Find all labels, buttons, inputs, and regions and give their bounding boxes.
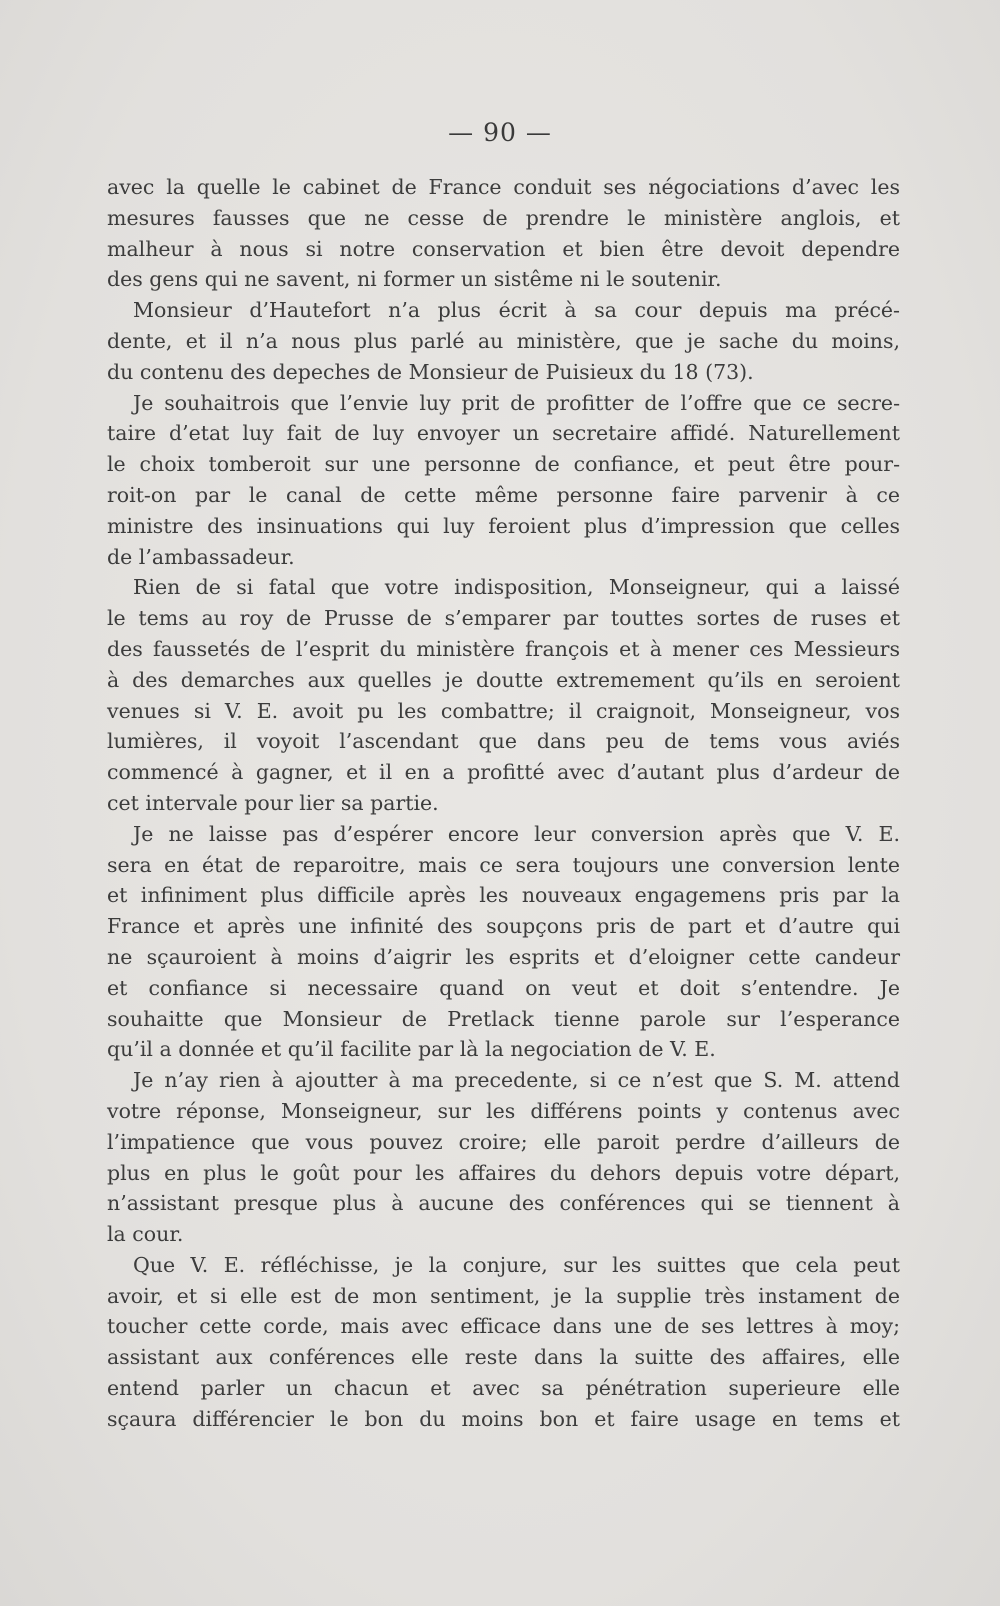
text-line: avec la quelle le cabinet de France conduit ses négociations d’avec les [107,175,900,199]
text-line: plus en plus le goût pour les affaires du dehors depuis votre départ, [107,1160,900,1185]
text-line: des faussetés de l’esprit du ministère françois et à mener ces Messieurs [107,636,900,661]
text-line: taire d’etat luy fait de luy envoyer un secretaire affidé. Naturellement [107,421,900,446]
text-line: et infiniment plus difficile après les nouveaux engagemens pris par la [107,883,900,908]
body-text [107,172,900,1435]
text-line: le tems au roy de Prusse de s’emparer par touttes sortes de ruses et [107,606,900,631]
text-line: malheur à nous si notre conservation et bien être devoit dependre [107,236,900,261]
text-line: de l’ambassadeur. [107,544,295,569]
text-line: France et après une infinité des soupçons pris de part et d’autre qui [107,914,900,939]
text-line: ministre des insinuations qui luy feroient plus d’impression que celles [107,513,900,538]
text-line: le choix tomberoit sur une personne de confiance, et peut être pour- [107,452,900,477]
text-line: Monsieur d’Hautefort n’a plus écrit à sa cour depuis ma précé- [133,298,900,323]
text-line: sera en état de reparoitre, mais ce sera toujours une conversion lente [107,852,900,877]
text-line: du contenu des depeches de Monsieur de Puisieux du 18 (73). [107,359,754,384]
text-line: Je n’ay rien à ajoutter à ma precedente, si ce n’est que S. M. attend [133,1068,900,1093]
text-line: lumières, il voyoit l’ascendant que dans peu de tems vous aviés [107,729,900,754]
text-line: qu’il a donnée et qu’il facilite par là la negociation de V. E. [107,1037,716,1062]
text-line: roit-on par le canal de cette même personne faire parvenir à ce [107,482,900,507]
text-line: l’impatience que vous pouvez croire; elle paroit perdre d’ailleurs de [107,1129,900,1154]
text-line: souhaitte que Monsieur de Pretlack tienne parole sur l’esperance [107,1006,900,1031]
text-line: Que V. E. réfléchisse, je la conjure, sur les suittes que cela peut [133,1252,900,1277]
text-line: commencé à gagner, et il en a profitté avec d’autant plus d’ardeur de [107,760,900,785]
text-line: mesures fausses que ne cesse de prendre le ministère anglois, et [107,205,900,230]
text-line: Je souhaitrois que l’envie luy prit de profitter de l’offre que ce secre- [133,390,900,415]
text-line: dente, et il n’a nous plus parlé au ministère, que je sache du moins, [107,328,900,353]
text-line: votre réponse, Monseigneur, sur les différens points y contenus avec [107,1098,900,1123]
text-line: Rien de si fatal que votre indisposition, Monseigneur, qui a laissé [133,575,900,600]
text-line: entend parler un chacun et avec sa pénétration superieure elle [107,1376,900,1401]
text-line: assistant aux conférences elle reste dans la suitte des affaires, elle [107,1345,900,1370]
text-line: des gens qui ne savent, ni former un sistême ni le soutenir. [107,267,722,292]
text-line: sçaura différencier le bon du moins bon et faire usage en tems et [107,1406,900,1431]
text-line: n’assistant presque plus à aucune des conférences qui se tiennent à [107,1191,900,1216]
text-line: à des demarches aux quelles je doutte extremement qu’ils en seroient [107,667,900,692]
page-number: — 90 — [448,118,552,147]
text-line: et confiance si necessaire quand on veut et doit s’entendre. Je [107,975,900,1000]
text-line: cet intervale pour lier sa partie. [107,790,439,815]
text-line: ne sçauroient à moins d’aigrir les esprits et d’eloigner cette candeur [107,944,900,969]
text-line: toucher cette corde, mais avec efficace dans une de ses lettres à moy; [107,1314,900,1339]
text-line: Je ne laisse pas d’espérer encore leur conversion après que V. E. [133,821,900,846]
text-line: la cour. [107,1222,184,1247]
text-line: venues si V. E. avoit pu les combattre; il craignoit, Monseigneur, vos [107,698,900,723]
text-line: avoir, et si elle est de mon sentiment, je la supplie très instament de [107,1283,900,1308]
